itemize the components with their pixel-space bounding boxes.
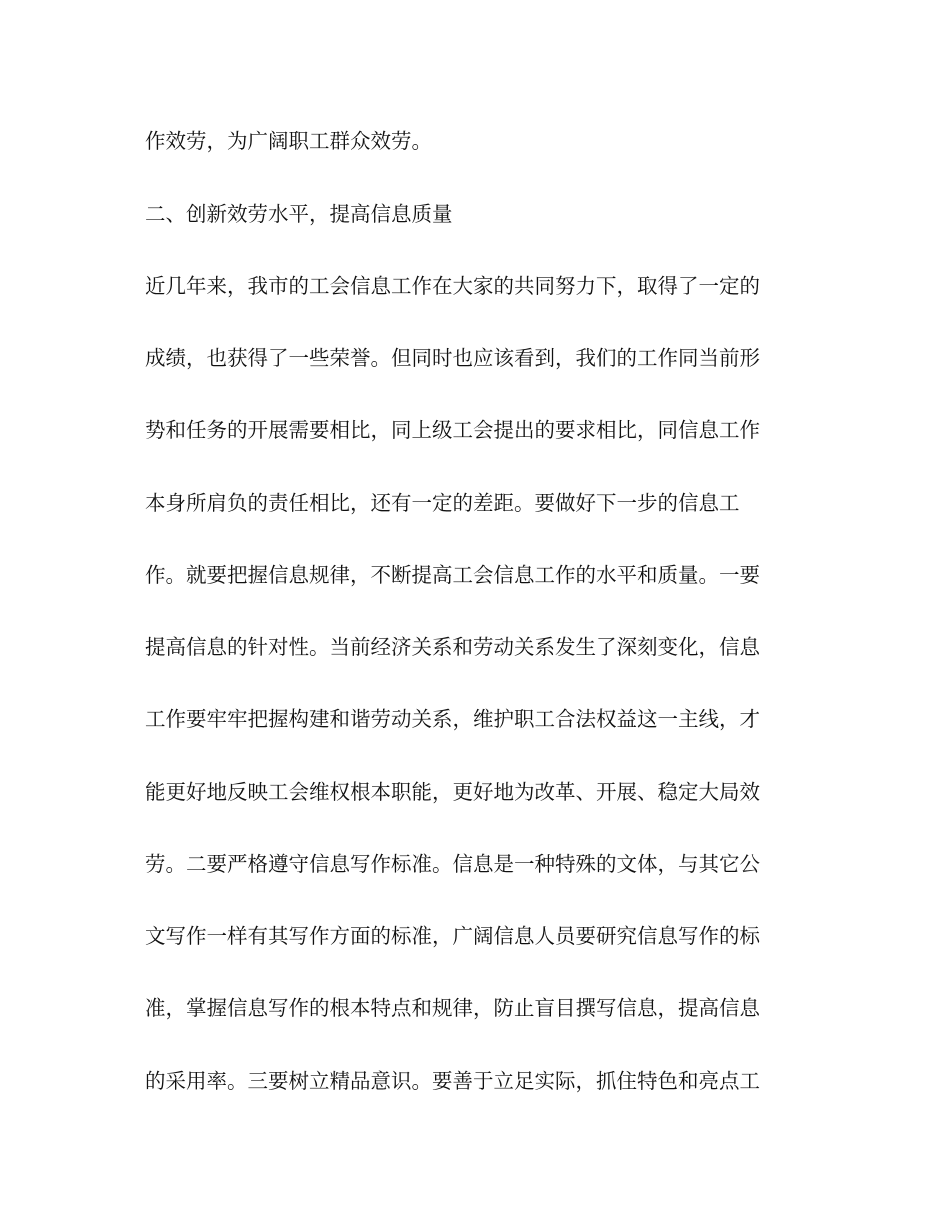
text-line: 成绩，也获得了一些荣誉。但同时也应该看到，我们的工作同当前形	[145, 346, 760, 370]
text-line: 作效劳，为广阔职工群众效劳。	[145, 129, 432, 153]
text-line: 作。就要把握信息规律，不断提高工会信息工作的水平和质量。一要	[145, 563, 760, 587]
text-line: 工作要牢牢把握构建和谐劳动关系，维护职工合法权益这一主线，才	[145, 707, 760, 731]
text-line: 的采用率。三要树立精品意识。要善于立足实际，抓住特色和亮点工	[145, 1069, 760, 1093]
text-line: 本身所肩负的责任相比，还有一定的差距。要做好下一步的信息工	[145, 491, 740, 515]
text-line: 劳。二要严格遵守信息写作标准。信息是一种特殊的文体，与其它公	[145, 852, 760, 876]
text-line: 势和任务的开展需要相比，同上级工会提出的要求相比，同信息工作	[145, 418, 760, 442]
text-line: 文写作一样有其写作方面的标准，广阔信息人员要研究信息写作的标	[145, 924, 760, 948]
section-heading: 二、创新效劳水平，提高信息质量	[145, 202, 453, 226]
text-line: 近几年来，我市的工会信息工作在大家的共同努力下，取得了一定的	[145, 274, 760, 298]
text-line: 准，掌握信息写作的根本特点和规律，防止盲目撰写信息，提高信息	[145, 996, 760, 1020]
text-line: 能更好地反映工会维权根本职能，更好地为改革、开展、稳定大局效	[145, 780, 760, 804]
text-line: 提高信息的针对性。当前经济关系和劳动关系发生了深刻变化，信息	[145, 635, 760, 659]
